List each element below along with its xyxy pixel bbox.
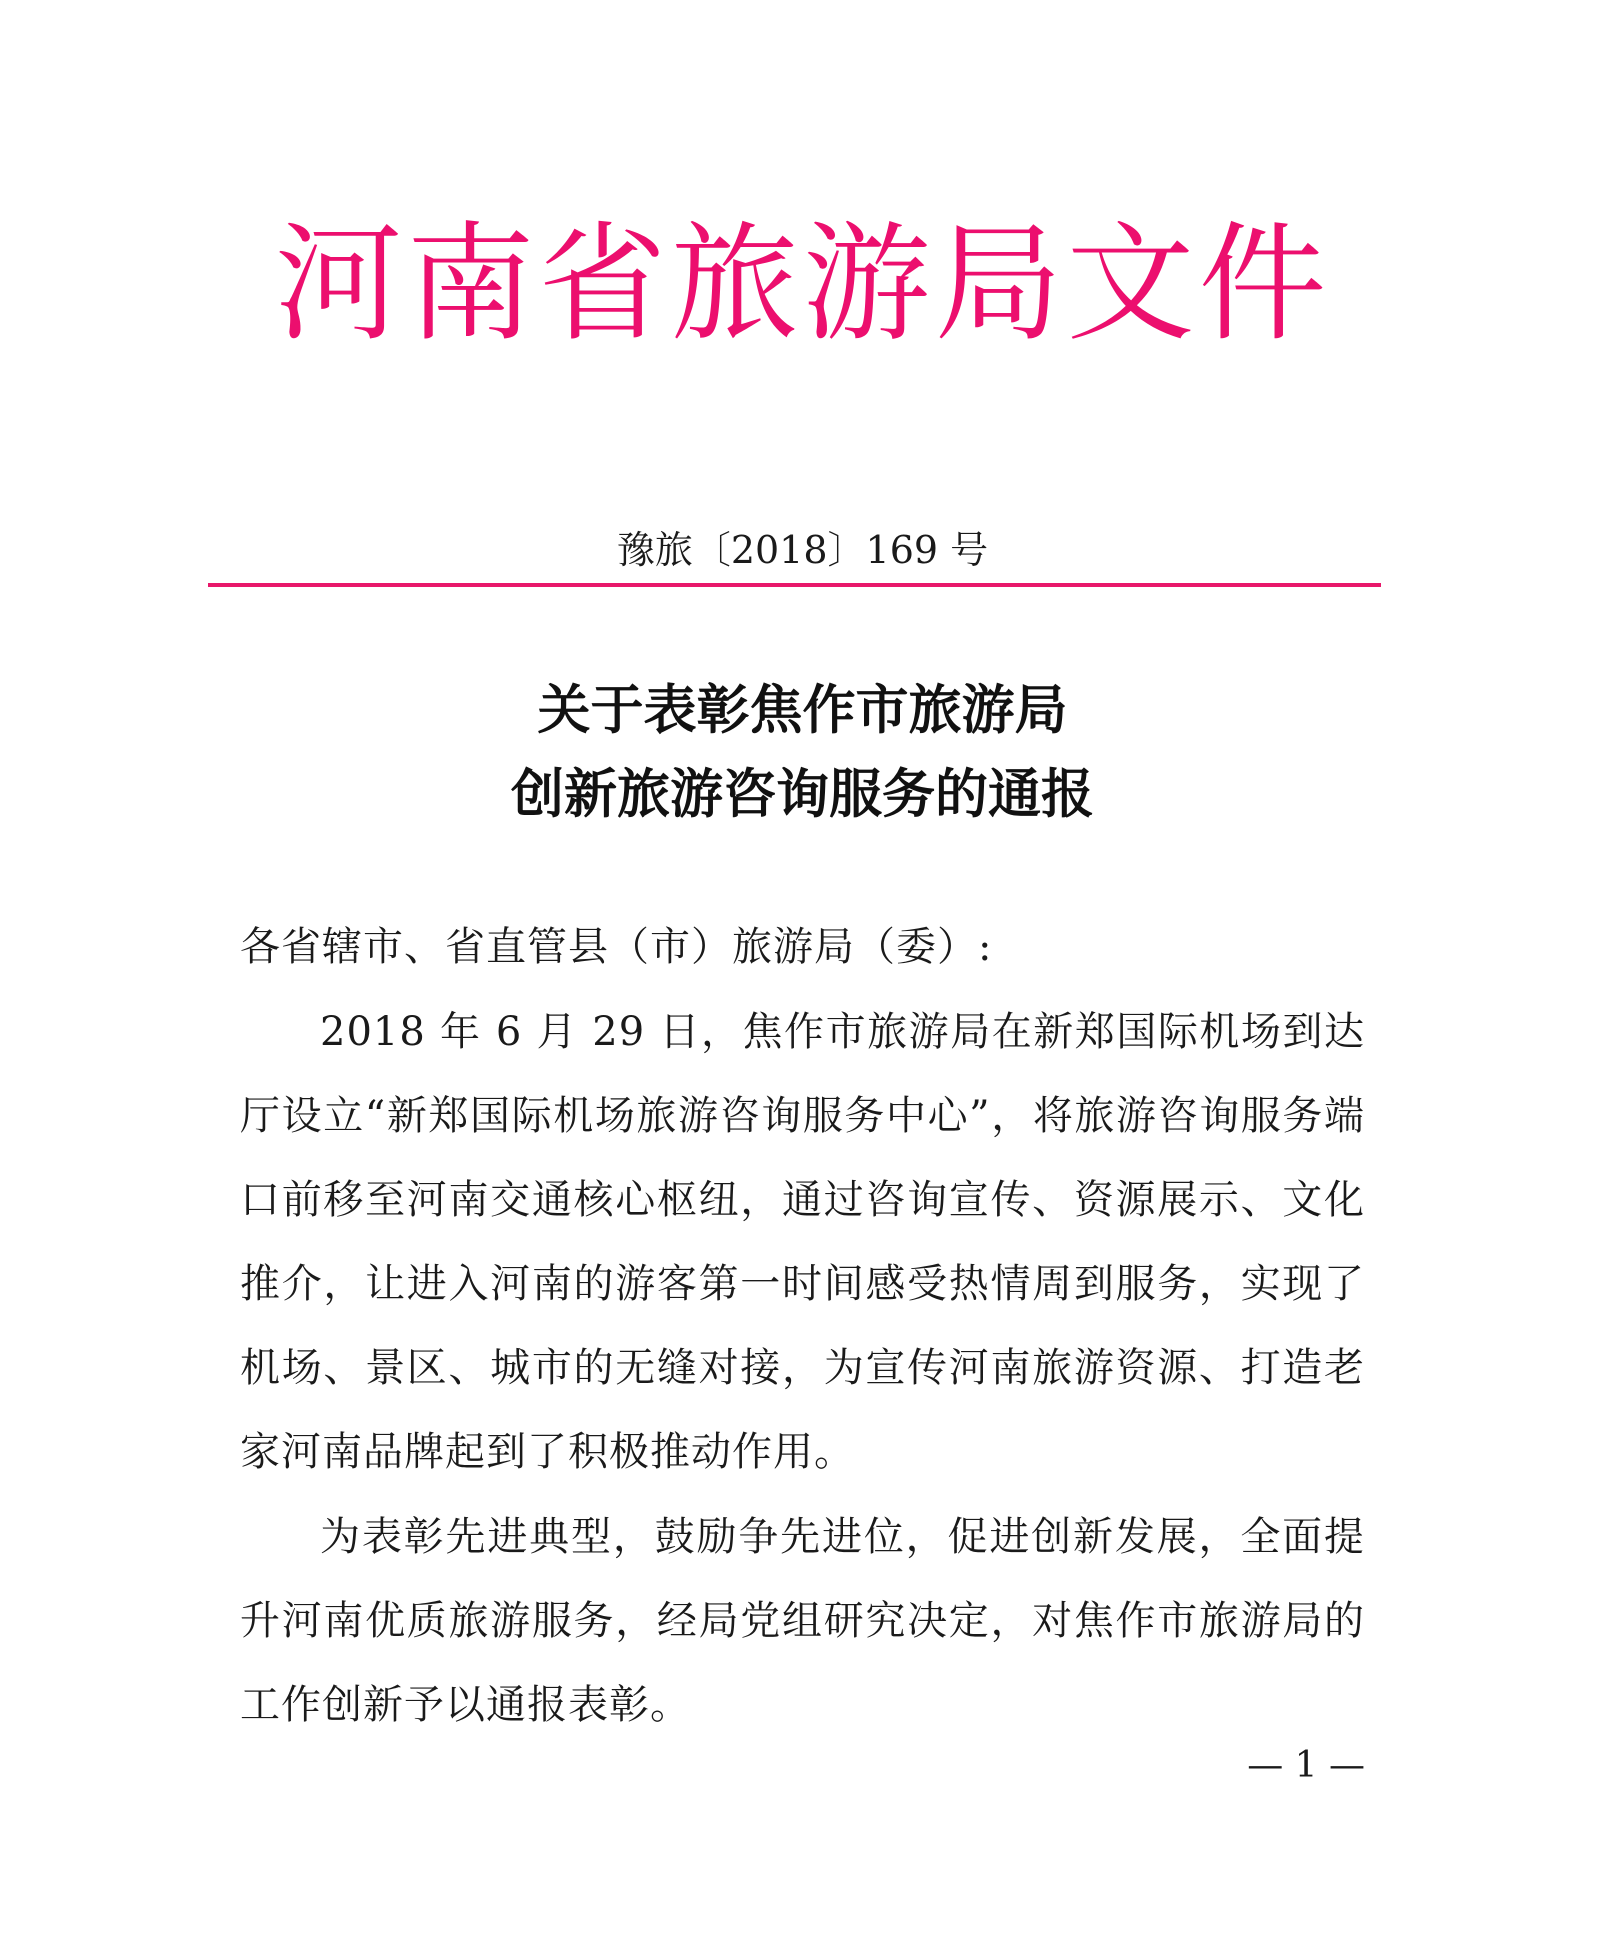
paragraph-text: 为表彰先进典型，鼓励争先进位，促进创新发展，全面提升河南优质旅游服务，经局党组研究决定，对焦作市旅游局的工作创新予以通报表彰。 [240, 1514, 1365, 1728]
document-title [0, 668, 1605, 836]
document-title-line-1: 关于表彰焦作市旅游局 [537, 679, 1068, 741]
page-number: — 1 — [1247, 1745, 1365, 1786]
body-paragraph-1 [240, 990, 1365, 1494]
salutation: 各省辖市、省直管县（市）旅游局（委）: [240, 924, 993, 970]
masthead-title: 河南省旅游局文件 [274, 210, 1331, 359]
paragraph-text: 2018 年 6 月 29 日，焦作市旅游局在新郑国际机场到达厅设立“新郑国际机场旅游咨询服务中心”，将旅游咨询服务端口前移至河南交通核心枢纽，通过咨询宣传、资源展示、文化推介，让进入河南的游客第一时间感受热情周到服务，实现了机场、景区、城市的无缝对接，为宣传河南旅游资源、打造老家河南品牌起到了积极推动作用。 [240, 1009, 1365, 1475]
document-title-line-2: 创新旅游咨询服务的通报 [511, 763, 1094, 825]
body-paragraph-2 [240, 1495, 1365, 1747]
document-number: 豫旅〔2018〕169 号 [616, 528, 989, 572]
red-divider-line [208, 583, 1381, 587]
